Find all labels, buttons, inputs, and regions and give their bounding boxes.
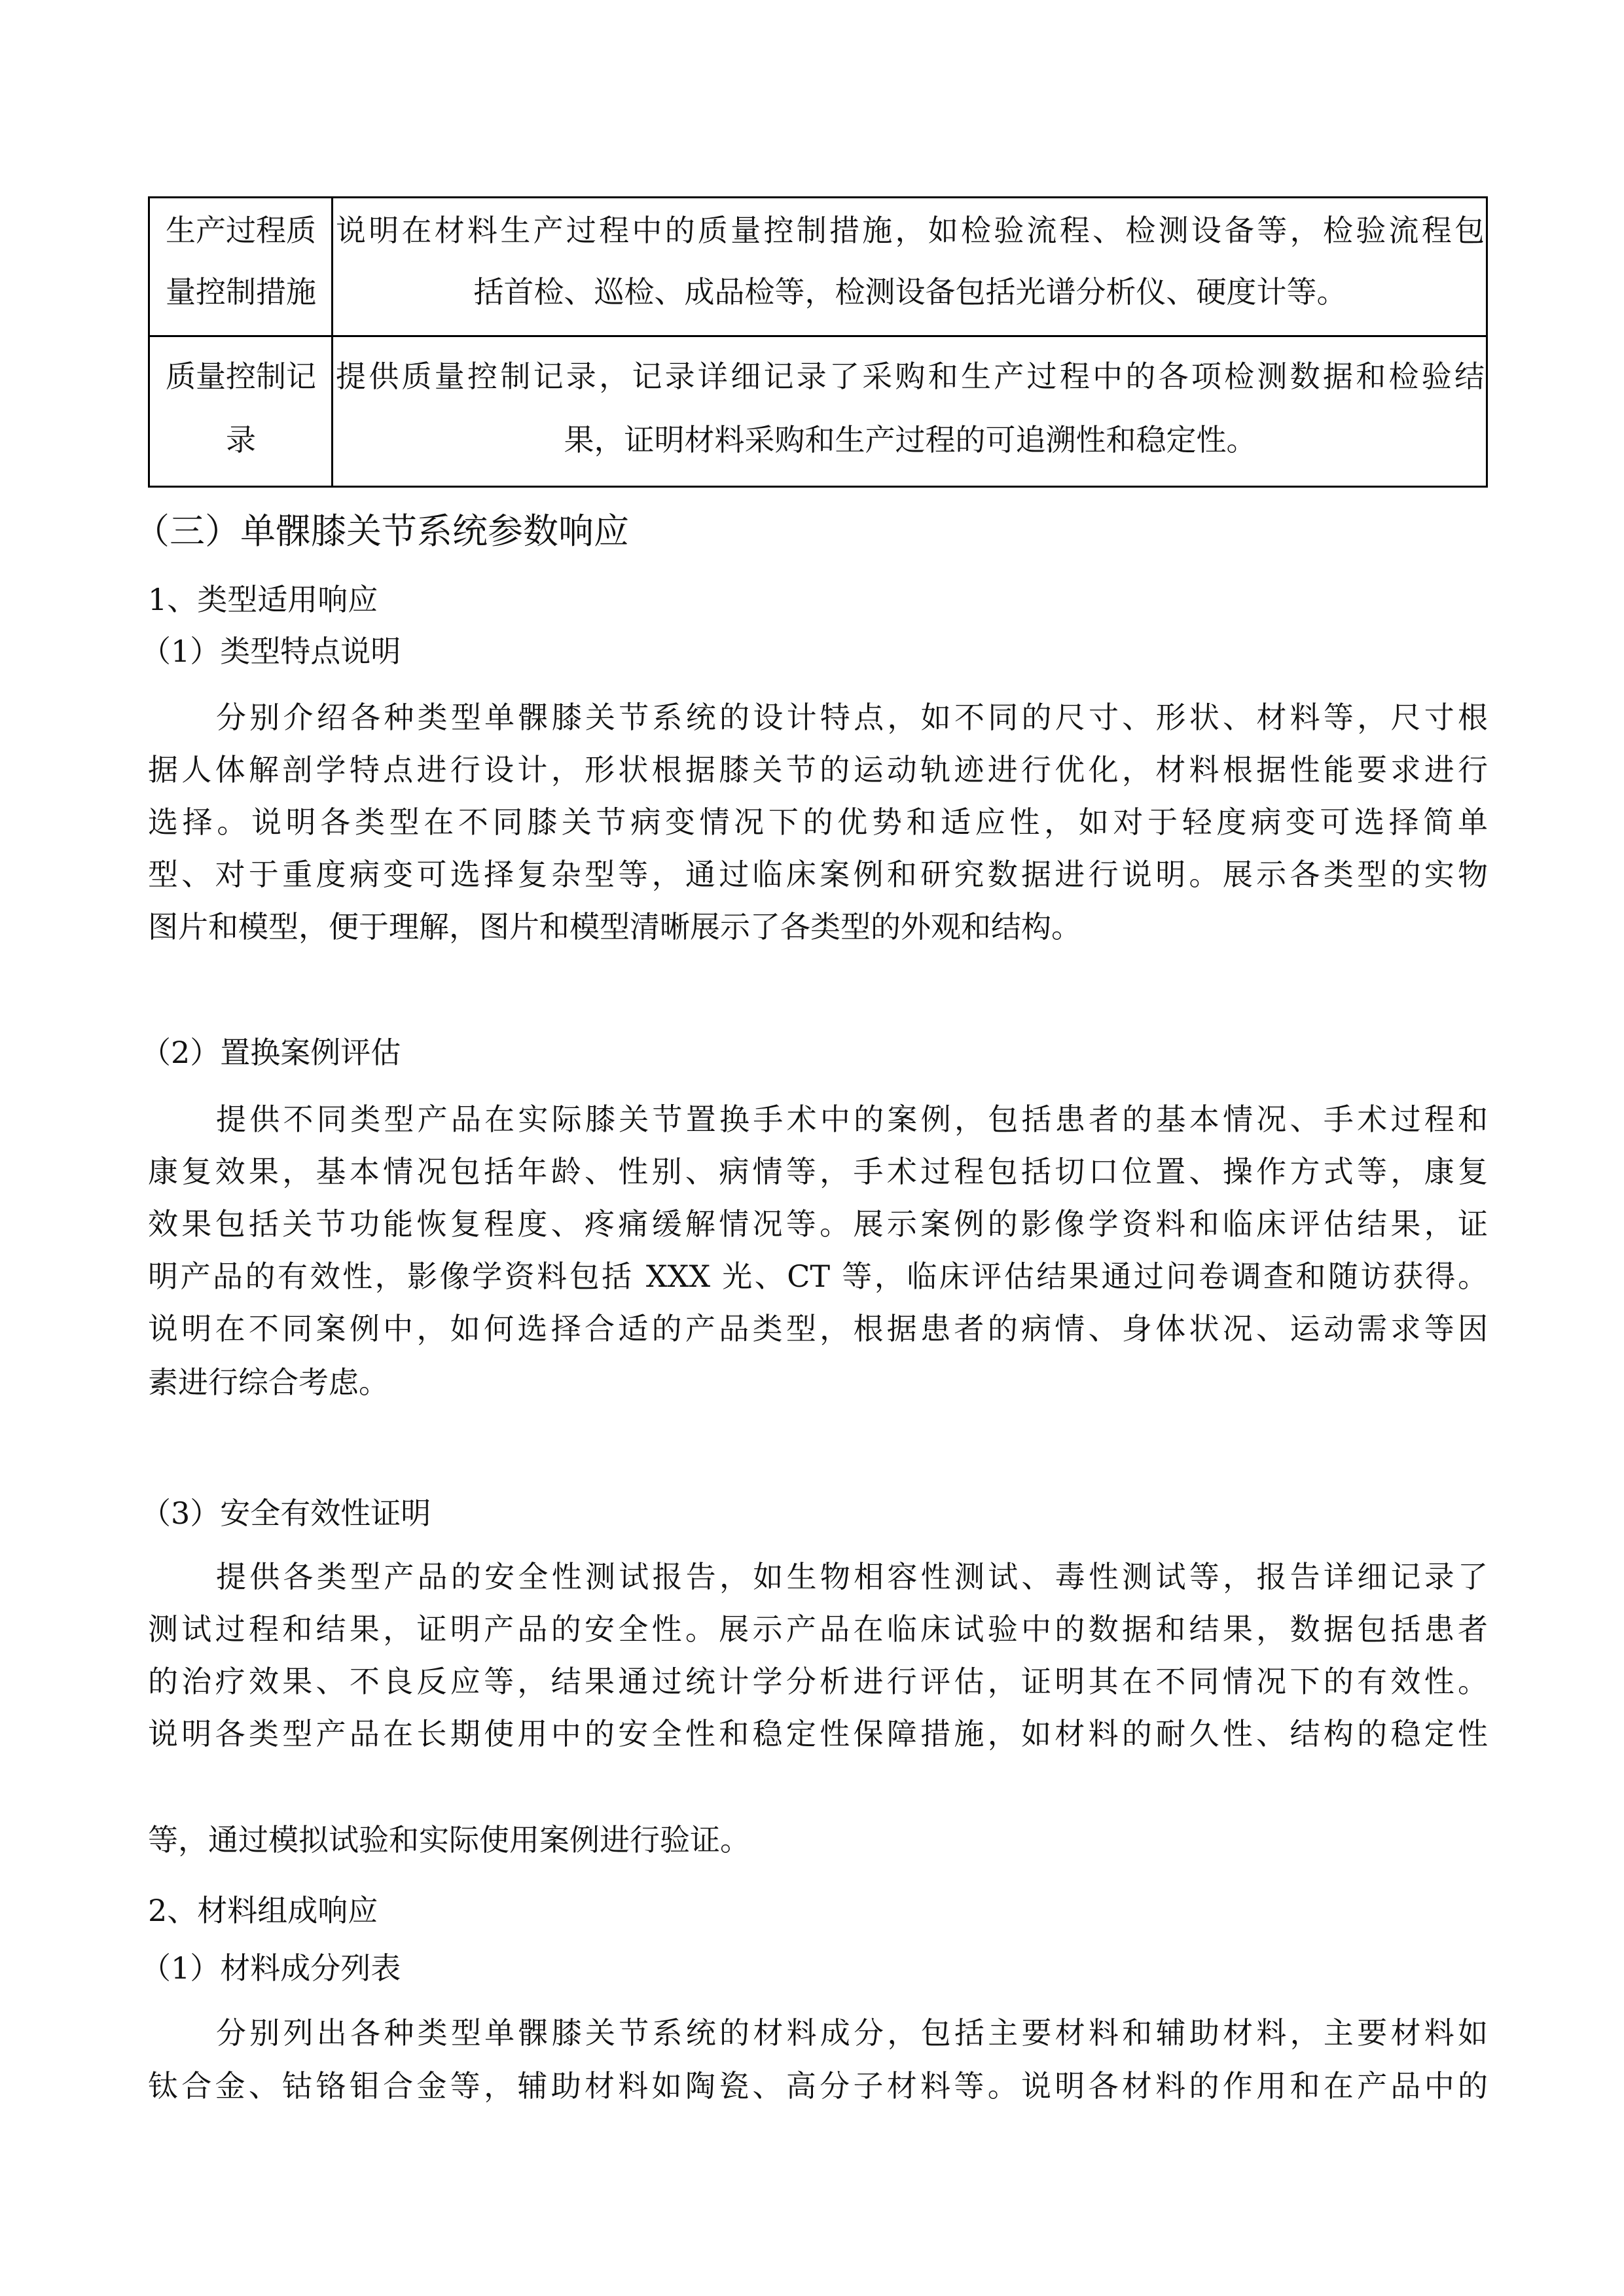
table-cell-text: 果，证明材料采购和生产过程的可追溯性和稳定性。 <box>564 422 1257 457</box>
section-heading: （三）单髁膝关节系统参数响应 <box>134 511 629 552</box>
paragraph-line: 说明在不同案例中，如何选择合适的产品类型，根据患者的病情、身体状况、运动需求等因 <box>148 1311 1488 1346</box>
table-cell-text: 说明在材料生产过程中的质量控制措施，如检验流程、检测设备等，检验流程包 <box>336 213 1485 248</box>
paragraph-line: 图片和模型，便于理解，图片和模型清晰展示了各类型的外观和结构。 <box>148 909 1081 944</box>
paragraph-line: 康复效果，基本情况包括年龄、性别、病情等，手术过程包括切口位置、操作方式等，康复 <box>148 1154 1488 1189</box>
part1-heading: 1、类型适用响应 <box>148 582 378 617</box>
paragraph-line: 的治疗效果、不良反应等，结果通过统计学分析进行评估，证明其在不同情况下的有效性。 <box>148 1664 1488 1699</box>
quality-control-table <box>148 196 1488 488</box>
paragraph-line: 提供不同类型产品在实际膝关节置换手术中的案例，包括患者的基本情况、手术过程和 <box>216 1102 1488 1137</box>
subsection-heading: （2）置换案例评估 <box>141 1035 401 1070</box>
paragraph-line: 素进行综合考虑。 <box>148 1365 389 1400</box>
paragraph-line: 钛合金、钴铬钼合金等，辅助材料如陶瓷、高分子材料等。说明各材料的作用和在产品中的 <box>148 2068 1488 2104</box>
subsection-heading: （1）类型特点说明 <box>141 634 401 669</box>
subsection-heading: （1）材料成分列表 <box>141 1950 401 1986</box>
table-cell-text: 括首检、巡检、成品检等，检测设备包括光谱分析仪、硬度计等。 <box>473 274 1347 310</box>
table-row-divider <box>150 335 1486 337</box>
table-column-divider <box>331 198 333 486</box>
paragraph-line: 提供各类型产品的安全性测试报告，如生物相容性测试、毒性测试等，报告详细记录了 <box>216 1559 1488 1594</box>
paragraph-line: 分别列出各种类型单髁膝关节系统的材料成分，包括主要材料和辅助材料，主要材料如 <box>216 2015 1488 2051</box>
paragraph-line: 型、对于重度病变可选择复杂型等，通过临床案例和研究数据进行说明。展示各类型的实物 <box>148 857 1488 892</box>
paragraph-line: 据人体解剖学特点进行设计，形状根据膝关节的运动轨迹进行优化，材料根据性能要求进行 <box>148 752 1488 787</box>
paragraph-line: 选择。说明各类型在不同膝关节病变情况下的优势和适应性，如对于轻度病变可选择简单 <box>148 804 1488 840</box>
table-row-label: 生产过程质 <box>166 213 316 248</box>
paragraph-line: 分别介绍各种类型单髁膝关节系统的设计特点，如不同的尺寸、形状、材料等，尺寸根 <box>216 700 1488 735</box>
paragraph-line: 明产品的有效性，影像学资料包括 XXX 光、CT 等，临床评估结果通过问卷调查和随访获得。 <box>148 1259 1488 1294</box>
paragraph-line: 说明各类型产品在长期使用中的安全性和稳定性保障措施，如材料的耐久性、结构的稳定性 <box>148 1716 1488 1751</box>
part2-heading: 2、材料组成响应 <box>148 1893 378 1928</box>
table-row-label: 录 <box>226 422 256 457</box>
table-row-label: 质量控制记 <box>166 359 316 394</box>
paragraph-line: 测试过程和结果，证明产品的安全性。展示产品在临床试验中的数据和结果，数据包括患者 <box>148 1611 1488 1647</box>
table-row-label: 量控制措施 <box>166 274 316 310</box>
paragraph-line: 等，通过模拟试验和实际使用案例进行验证。 <box>148 1822 750 1857</box>
paragraph-line: 效果包括关节功能恢复程度、疼痛缓解情况等。展示案例的影像学资料和临床评估结果，证 <box>148 1206 1488 1242</box>
subsection-heading: （3）安全有效性证明 <box>141 1496 431 1531</box>
table-cell-text: 提供质量控制记录，记录详细记录了采购和生产过程中的各项检测数据和检验结 <box>336 359 1485 394</box>
